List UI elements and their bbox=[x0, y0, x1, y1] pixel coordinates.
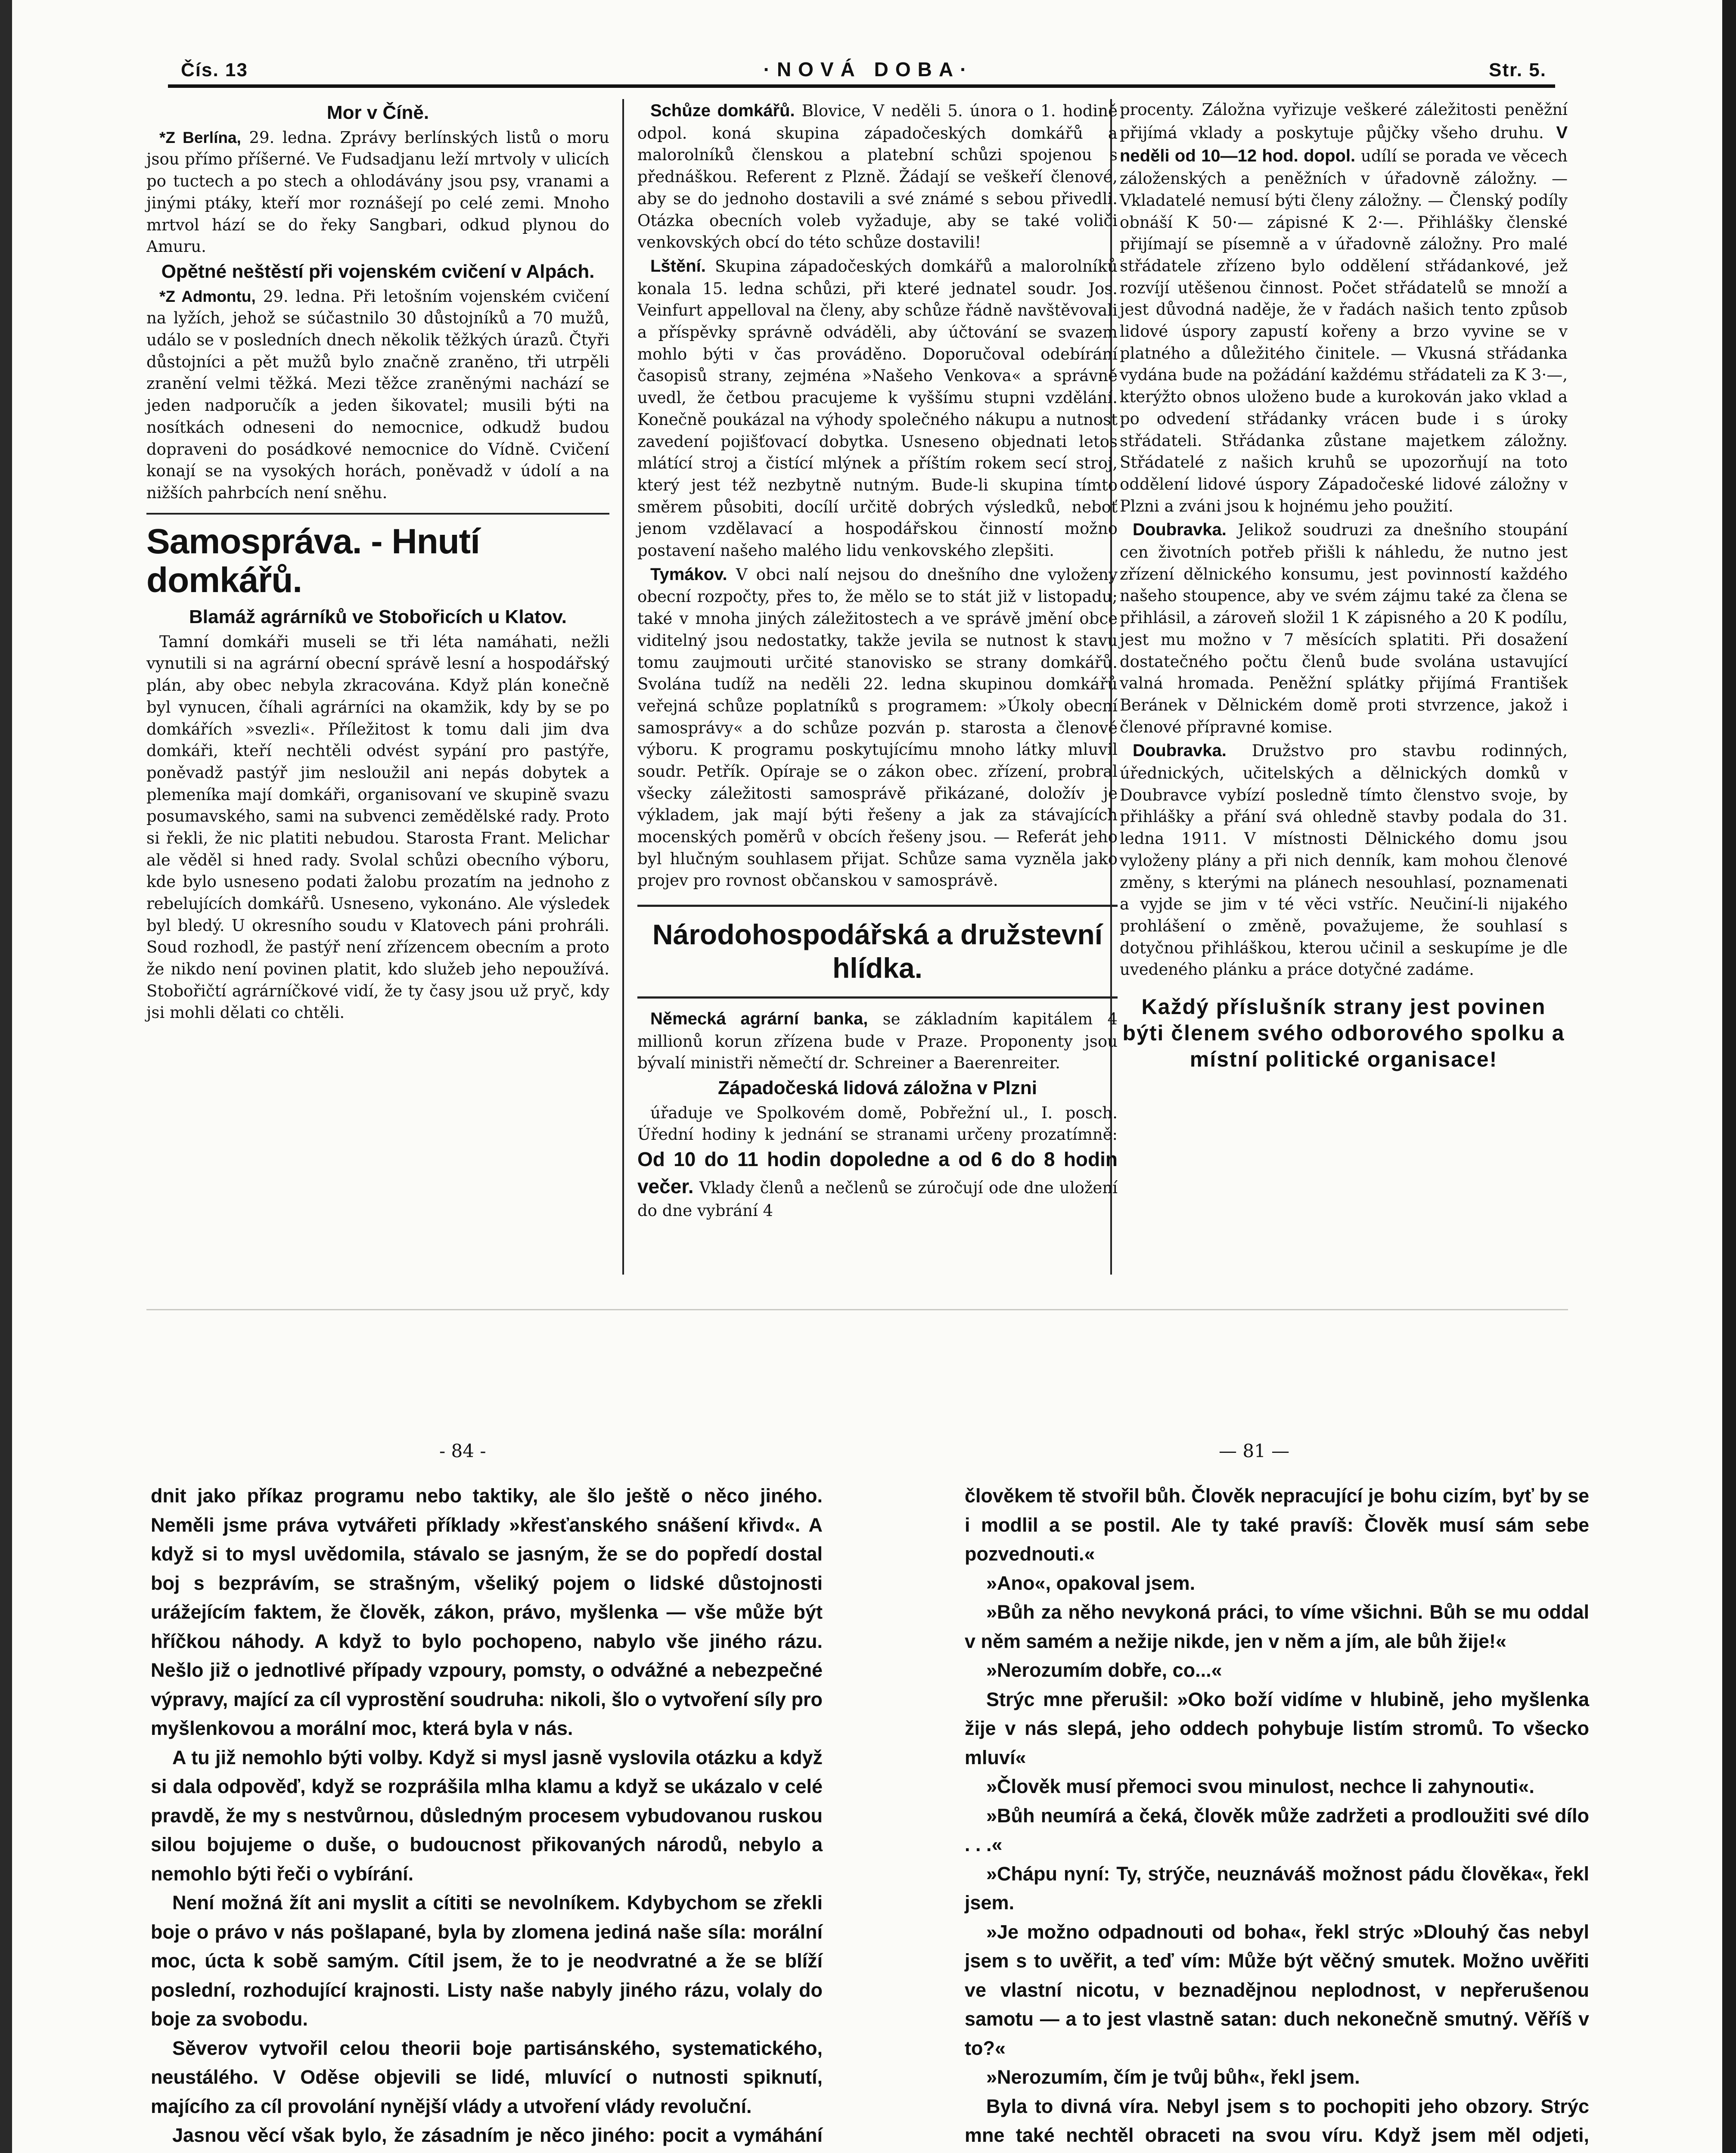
header-rule bbox=[168, 84, 1555, 88]
article-text: se základním kapitálem 4 millionů korun zřízena bude v Praze. Proponenty jsou bývalí ministři němečtí dr. Schreiner a Baerenreiter. bbox=[637, 1009, 1118, 1073]
article-text: udílí se porada ve věcech záloženských a peněžních v úřadovně záložny. — Vkladatelé nemusí býti členy záložny. — Členský podíly obnáší K 50·— zápisné K 2·—. Přihlášky členské přijímají se písemně a v úřadovně záložny. Pro malé střádatele zřízeno bylo oddělení střádankové, jež rozvíjí utěšenou činnost. Počet střádatelů se množí a jest důvodná naděje, že v řadách našich tento způsob lidové úspory zapustí kořeny a brzo vyvine se v platného a důležitého činitele. — Vkusná střádanka vydána bude na požádání každému střádateli za K 3·—, kterýžto obnos uloženo bude a kurokován jako vklad a po odvedení střádanky vrácen bude i s úroky střádateli. Střádanka zůstane majetkem záložny. Střádatelé z našich kruhů se upozorňují na toto oddělení lidové úspory Západočeské lidové záložny v Plzni a zváni jsou k hojnému jeho použití. bbox=[1120, 147, 1568, 515]
right-page-number: — 81 — bbox=[1219, 1440, 1290, 1461]
article-text: procenty. Záložna vyřizuje veškeré záležitosti peněžní přijímá vklady a poskytuje půjčky všeho druhu. bbox=[1120, 100, 1568, 142]
article-text: Vklady členů a nečlenů se zúročují ode dne uložení do dne vybrání 4 bbox=[637, 1179, 1118, 1220]
article-heading: Západočeská lidová záložna v Plzni bbox=[718, 1077, 1037, 1098]
dateline: *Z Berlína, bbox=[159, 128, 241, 146]
article-lead: Doubravka. bbox=[1133, 520, 1227, 540]
article-paragraph bbox=[1120, 739, 1568, 981]
column-1 bbox=[146, 99, 609, 1025]
booklet-paragraph: Není možná žít ani myslit a cítiti se nevolníkem. Kdybychom se zřekli boje o právo v nás pošlapané, byla by zlomena jediná naše síla: morální moc, úcta k sobě samým. Cítil jsem, že to je neodvratné a že se blíží poslední, rozhodující krajnosti. Listy naše nabyly jiného rázu, volaly do boje za svobodu. bbox=[151, 1892, 823, 2030]
booklet-paragraph: »Nerozumím dobře, co...« bbox=[986, 1659, 1222, 1681]
article-text: úřaduje ve Spolkovém domě, Pobřežní ul., I. posch. Úřední hodiny k jednání se stranami určeny prozatímně: bbox=[637, 1103, 1118, 1144]
booklet-paragraph: Sěverov vytvořil celou theorii boje partisánského, systematického, neustálého. V Oděse objevili se lidé, mluvící o nutnosti spiknutí, majícího za cíl provolání nynější vlády a utvoření vlády revoluční. bbox=[151, 2037, 823, 2117]
newspaper-header bbox=[181, 47, 1547, 81]
issue-number: Čís. 13 bbox=[181, 59, 248, 81]
dateline: *Z Admontu, bbox=[159, 287, 256, 305]
booklet-paragraph: Byla to divná víra. Nebyl jsem s to pochopiti jeho obzory. Strýc mne také nechtěl obraceti na svou víru. Když jsem měl odjeti, bbox=[965, 2095, 1589, 2146]
article-paragraph bbox=[1120, 518, 1568, 738]
scan-border-right bbox=[1722, 0, 1736, 2153]
section-heading: Národohospodářská a družstevní hlídka. bbox=[637, 905, 1118, 999]
booklet-right-page bbox=[965, 1481, 1589, 2153]
article-heading: Mor v Číně. bbox=[326, 102, 429, 123]
article-text: 29. ledna. Zprávy berlínských listů o moru jsou přímo příšerné. Ve Fudsadjanu leží mrtvoly v ulicích po tuctech a po stech a ohlodávány jsou psy, vranami a jinými ptáky, kteří mor roznášejí po celé zemi. Mnoho mrtvol hází se do řeky Sangbari, odkud plynou do Amuru. bbox=[146, 128, 610, 256]
article-paragraph bbox=[146, 286, 609, 504]
page-number: Str. 5. bbox=[1489, 59, 1547, 81]
column-divider bbox=[622, 99, 624, 1275]
article-paragraph bbox=[637, 1102, 1118, 1222]
article-lead: Tymákov. bbox=[650, 565, 727, 584]
booklet-paragraph: »Chápu nyní: Ty, strýče, neuznáváš možnost pádu člověka«, řekl jsem. bbox=[965, 1862, 1589, 1914]
article-lead: Doubravka. bbox=[1133, 741, 1227, 760]
booklet-paragraph: »Je možno odpadnouti od boha«, řekl strýc »Dlouhý čas nebyl jsem s to uvěřit, a teď vím: Může být věčný smutek. Možno uvěřiti ve vlastní nicotu, v beznadějnou neplodnost, v nepřerušenou samotu — a to jest vlastně satan: duch nekonečně smutný. Věříš v to?« bbox=[965, 1920, 1589, 2059]
article-text: Družstvo pro stavbu rodinných, úřednických, učitelských a dělnických domků v Doubravce vybízí posledně tímto členstvo svoje, by přihlášky a přání svá ohledně stavby podala do 31. ledna 1911. V místnosti Dělnického domu jsou vyloženy plány a při nich denník, kam mohou členové změny, s kterými na plánech nesouhlasí, poznamenati a vyjde se jim v té věci vstříc. Neučiní-li nijakého prohlášení o změně, považujeme, že souhlasí s dotyčnou přihláškou, kterou učinil a seskupíme je dle uvedeného plánku a práce dotyčné zadáme. bbox=[1120, 741, 1568, 979]
article-paragraph bbox=[637, 563, 1118, 892]
article-paragraph bbox=[637, 254, 1118, 562]
newspaper-title: ·NOVÁ DOBA· bbox=[763, 58, 974, 81]
article-paragraph bbox=[146, 127, 609, 258]
article-paragraph bbox=[1120, 99, 1568, 517]
article-lead: Německá agrární banka, bbox=[650, 1009, 868, 1028]
article-text: 29. ledna. Při letošním vojenském cvičení na lyžích, jehož se súčastnilo 30 důstojníků a 70 mužů, událo se v posledních dnech několik těžkých úrazů. Čtyři důstojníci a pět mužů bylo značně zraněno, tři utrpěli zranění velmi těžká. Mezi těžce zraněnými nachází se jeden nadporučík a jeden šikovatel; musili býti na nosítkách odneseni do nemocnice, odkudž budou dopraveni do posádkové nemocnice do Vídně. Cvičení konají se na vysokých horách, poněvadž v údolí a na nižších pahrbcích není sněhu. bbox=[146, 287, 610, 502]
article-lead: Lštění. bbox=[650, 256, 706, 276]
article-text: Blovice, V neděli 5. února o 1. hodině odpol. koná skupina západočeských domkářů a malorolníků členskou a platební schůzi spojenou s přednáškou. Referent z Plzně. Žádají se veškeří členové, aby se do jednoho dostavili a své známé s sebou přivedli. Otázka obecních voleb vyžaduje, aby se také voliči venkovských obcí do této schůze dostavili! bbox=[637, 102, 1118, 252]
booklet-paragraph: dnit jako příkaz programu nebo taktiky, ale šlo ještě o něco jiného. Neměli jsme práva vytvářeti příklady »křesťanského snášení křivd«. A když si to mysl uvědomila, stávalo se jasným, že se do popředí dostal boj s bezprávím, se strašným, všeliký pojem o lidské důstojnosti urážejícím faktem, že člověk, zákon, právo, myšlenka — vše může být hříčkou náhody. A když to bylo pochopeno, nabylo vše jiného rázu. Nešlo již o jednotlivé případy vzpoury, pomsty, o odvážné a nebezpečné výpravy, mající za cíl vyprostění soudruha: nikoli, šlo o vytvoření síly pro myšlenkovou a morální moc, která byla v nás. bbox=[151, 1485, 823, 1739]
column-2 bbox=[637, 99, 1118, 1223]
left-page-number: - 84 - bbox=[439, 1440, 486, 1461]
article-paragraph: Tamní domkáři museli se tři léta namáhati, nežli vynutili si na agrární obecní správě lesní a hospodářský plán, aby obec nebyla zkracována. Když plán konečně byl vynucen, číhali agrárníci na okamžik, kdy by se po domkářích »svezli«. Příležitost k tomu dali jim dva domkáři, kteří nechtěli odvést sypání pro pastýře, poněvadž pastýř jim nesloužil ani nepás dobytek a plemeníka mají domkáři, organisovaní ve skupině svazu posumavského, sami na subvenci zemědělské rady. Proto si řekli, že nic platiti nebudou. Starosta Frant. Melichar ale věděl si hned rady. Svolal schůzi obecního výboru, kde bylo usneseno podati žalobu prozatím na jednoho z rebelujících domkářů. Usneseno, vykonáno. Ale výsledek byl bledý. U okresního soudu v Klatovech páni prohráli. Soud rozhodl, že pastýř není zřízencem obecním a proto že nikdo není povinen platit, kdo služeb jeho nepoužívá. Stobořičtí agrárníčkové vidí, že ty časy jsou už pryč, kdy jsi mohli dělati co chtěli. bbox=[146, 632, 609, 1022]
booklet-paragraph: »Člověk musí přemoci svou minulost, nechce li zahynouti«. bbox=[986, 1775, 1534, 1797]
party-appeal: Každý příslušník strany jest povinen býti členem svého odborového spolku a místní politické organisace! bbox=[1122, 994, 1565, 1071]
article-lead: Schůze domkářů. bbox=[650, 101, 795, 120]
article-text: Skupina západočeských domkářů a malorolníků konala 15. ledna schůzi, při které jednatel soudr. Jos. Veinfurt appelloval na členy, aby schůze řádně navštěvovali a příspěvky správně odváděli, aby účtování se svazem mohlo býti v čas prováděno. Doporučoval odebírání časopisů strany, zejména »Našeho Venkova« a správně uvedl, že četbou pracujeme k vyššímu stupni vzdělání. Konečně poukázal na výhody společného nákupu a nutnost zavedení pojišťovací dobytka. Usneseno objednati letos mlátící stroj a čistící mlýnek a příštím rokem secí stroj, který jest též nezbytně nutným. Bude-li skupina tímto směrem působiti, docílí určitě dobrých výsledků, neboť jenom vzdělavací a hospodářskou činností možno postavení našeho malého lidu venkovského zlepšiti. bbox=[637, 257, 1118, 560]
booklet-paragraph: A tu již nemohlo býti volby. Když si mysl jasně vyslovila otázku a když si dala odpověď, když se rozprášila mlha klamu a když se ukázalo v celé pravdě, že my s nestvůrnou, důsledným procesem vybudovanou ruskou silou bojujeme o duše, o budoucnost přikovaných národů, nebylo a nemohlo býti řeči o vybírání. bbox=[151, 1746, 823, 1885]
article-text: Jelikož soudruzi za dnešního stoupání cen životních potřeb přišli k náhledu, že nutno jest zřízení dělnického konsumu, jest povinností každého našeho stoupence, aby ve svém zájmu také za člena se přihlásil, a zároveň složil 1 K zápisného a 20 K podílu, jest mu možno v 7 měsících splatiti. Při dosažení dostatečného počtu členů bude svolána ustavující valná hromada. Peněžní splátky přijímá František Beránek v Dělnickém domě proti stvrzence, jakož i členové přípravné komise. bbox=[1120, 521, 1568, 736]
booklet-paragraph: »Bůh za něho nevykoná práci, to víme všichni. Bůh se mu oddal v něm samém a nežije nikde, jen v něm a jím, ale bůh žije!« bbox=[965, 1601, 1589, 1652]
booklet-paragraph: Jasnou věcí však bylo, že zásadním je něco jiného: pocit a vymáhání bbox=[172, 2124, 823, 2146]
section-heading: Samospráva. - Hnutí domkářů. bbox=[146, 513, 609, 600]
column-3 bbox=[1120, 99, 1568, 1073]
article-heading: Opětné neštěstí při vojenském cvičení v Alpách. bbox=[161, 261, 595, 282]
article-paragraph bbox=[637, 1007, 1118, 1074]
office-hours: V neděli od 10—12 hod. dopol. bbox=[1120, 123, 1568, 166]
article-paragraph bbox=[637, 99, 1118, 254]
office-hours: Od 10 do 11 hodin dopoledne a od 6 do 8 hodin večer. bbox=[637, 1148, 1118, 1198]
booklet-paragraph: Strýc mne přerušil: »Oko boží vidíme v hlubině, jeho myšlenka žije v nás slepá, jeho oddech pohybuje listím stromů. To všecko mluví« bbox=[965, 1688, 1589, 1768]
scan-border-left bbox=[0, 0, 12, 2153]
sheet-fold bbox=[146, 1309, 1568, 1310]
booklet-paragraph: »Bůh neumírá a čeká, člověk může zadržeti a prodloužiti své dílo . . .« bbox=[965, 1804, 1589, 1855]
booklet-paragraph: »Ano«, opakoval jsem. bbox=[986, 1572, 1196, 1594]
booklet-left-page bbox=[151, 1481, 823, 2153]
booklet-paragraph: člověkem tě stvořil bůh. Člověk nepracující je bohu cizím, byť by se i modlil a se postil. Ale ty také pravíš: Člověk musí sám sebe pozvednouti.« bbox=[965, 1485, 1589, 1565]
article-text: V obci nalí nejsou do dnešního dne vyloženy obecní rozpočty, přes to, že mělo se to stát již v listopadu; také v mnoha jiných záležitostech a ve správě jmění obce viditelný jsou nedostatky, takže jevila se nutnost k stavu tomu zaujmouti určité stanovisko se strany domkářů. Svolána tudíž na neděli 22. ledna skupinou domkářů veřejná schůze poplatníků s programem: »Úkoly obecní samosprávy« a do schůze pozván p. starosta a členové výboru. K programu poskytujícímu mnoho látky mluvil soudr. Petřík. Opíraje se o zákon obec. zřízení, probral všecky záležitosti samosprávě přikázané, doložív je výkladem, jak mají býti řešeny a jak za stávajících mocenských poměrů v obcích řešeny jsou. — Referát jeho byl hlučným souhlasem přijat. Schůze sama vyzněla jako projev pro rovnost občanskou v samosprávě. bbox=[637, 565, 1118, 890]
article-heading: Blamáž agrárníků ve Stobořicích u Klatov. bbox=[189, 606, 567, 627]
booklet-paragraph: »Nerozumím, čím je tvůj bůh«, řekl jsem. bbox=[986, 2066, 1360, 2088]
